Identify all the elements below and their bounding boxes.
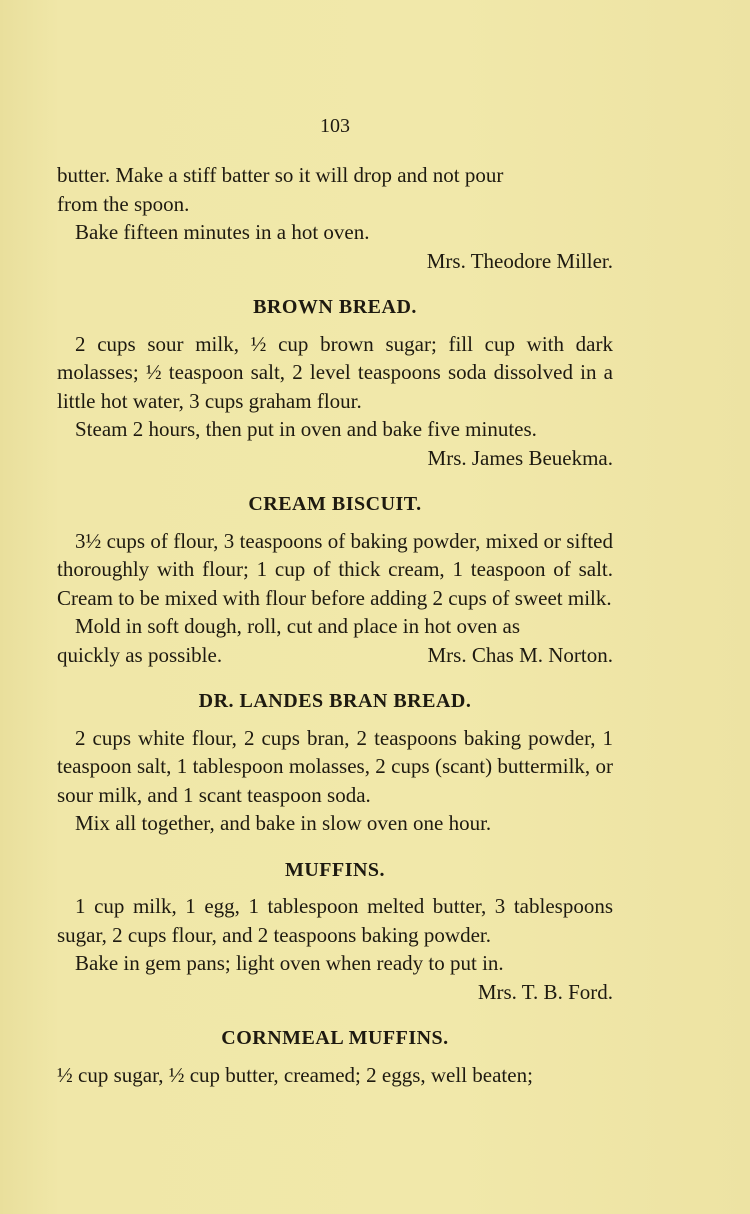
intro-line-2: from the spoon.: [57, 191, 190, 216]
page-number: 103: [320, 115, 350, 137]
recipe-title-muffins: MUFFINS.: [284, 858, 386, 881]
cream-biscuit-ingredients: 3½ cups of flour, 3 teaspoons of baking powder, mixed or sifted thoroughly with flour; 1 cup of thick cream, 1 teaspoon of salt. Cream to be mixed with flour before adding 2 cups of sweet milk.: [57, 528, 613, 610]
intro-author: Mrs. Theodore Miller.: [426, 248, 613, 273]
cornmeal-muffins-ingredients: ½ cup sugar, ½ cup butter, creamed; 2 eggs, well beaten;: [57, 1062, 533, 1087]
cream-biscuit-final-line: [57, 641, 613, 670]
recipe-title-cornmeal-muffins: CORNMEAL MUFFINS.: [221, 1027, 449, 1049]
intro-line-1: butter. Make a stiff batter so it will drop and not pour: [57, 163, 504, 187]
muffins-ingredients: 1 cup milk, 1 egg, 1 tablespoon melted butter, 3 tablespoons sugar, 2 cups flour, and 2 teaspoons baking powder.: [57, 894, 613, 947]
recipe-title-brown-bread: BROWN BREAD.: [253, 296, 417, 318]
recipe-title-bran-bread: DR. LANDES BRAN BREAD.: [198, 690, 472, 712]
brown-bread-ingredients: 2 cups sour milk, ½ cup brown sugar; fill cup with dark molasses; ½ teaspoon salt, 2 level teaspoons soda dissolved in a little hot water, 3 cups graham flour.: [57, 331, 613, 413]
intro-line-3: Bake fifteen minutes in a hot oven.: [75, 220, 370, 244]
muffins-author: Mrs. T. B. Ford.: [477, 979, 613, 1004]
cream-biscuit-instructions-end: quickly as possible.: [57, 642, 223, 667]
bran-bread-ingredients: 2 cups white flour, 2 cups bran, 2 teaspoons baking powder, 1 teaspoon salt, 1 tablespoon molasses, 2 cups (scant) buttermilk, or sour milk, and 1 scant teaspoon soda.: [57, 725, 613, 807]
muffins-instructions: Bake in gem pans; light oven when ready to put in.: [75, 951, 504, 975]
cream-biscuit-author: Mrs. Chas M. Norton.: [427, 642, 613, 667]
brown-bread-author: Mrs. James Beuekma.: [427, 445, 613, 470]
page-text: [57, 161, 613, 1089]
brown-bread-instructions: Steam 2 hours, then put in oven and bake five minutes.: [75, 417, 537, 441]
cream-biscuit-instructions: Mold in soft dough, roll, cut and place in hot oven as: [75, 614, 521, 638]
recipe-title-cream-biscuit: CREAM BISCUIT.: [248, 493, 422, 515]
bran-bread-instructions: Mix all together, and bake in slow oven one hour.: [75, 811, 492, 835]
